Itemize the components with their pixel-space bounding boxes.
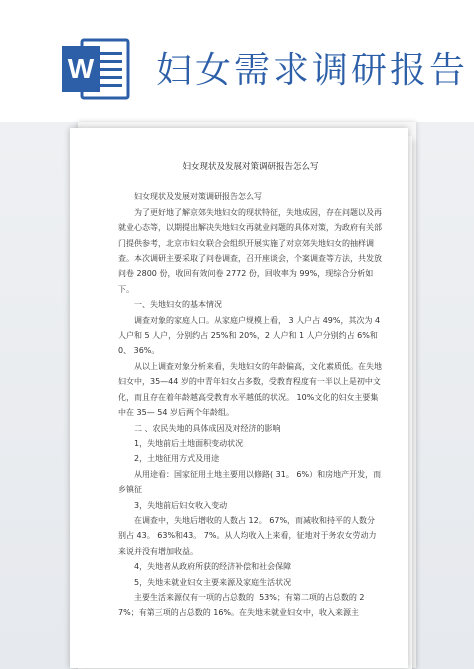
list-item: 3，失地前后妇女收入变动	[134, 500, 228, 510]
list-item: 5，失地未就业妇女主要来源及家庭生活状况	[134, 577, 292, 587]
paragraph: 从用途看：国家征用土地主要用以修路( 31。 6%）和房地产开发，而乡镇征	[118, 469, 382, 495]
paragraph: 在调查中，失地后增收的人数占 12。 67%，而减收和持平的人数分别占 43。 63%和43。 7%。从人均收入上来看，征地对于务农女劳动力来说并没有增加收益。	[118, 515, 377, 556]
paragraph: 主要生活来源仅有一项的占总数的 53%；有第二项的占总数的 27%；有第三项的占总数的 16%。在失地未就业妇女中，收入来源主	[118, 592, 365, 618]
list-item: 2，土地征用方式及用途	[134, 454, 220, 464]
word-document-icon	[60, 36, 132, 102]
header	[0, 0, 474, 122]
paragraph: 为了更好地了解京郊失地妇女的现状特征，失地成因，存在问题以及再就业心态等，以期提出解决失地妇女再就业问题的具体对策，为政府有关部门提供参考，北京市妇女联合会组织开展实施了对京郊失地妇女的抽样调查。本次调研主要采取了问卷调查，召开座谈会，个案调查等方法，共发放问卷 2800 份，收回有效问卷 2772 份，回收率为 99%，现综合分析如下。	[118, 207, 382, 294]
document-content	[118, 160, 383, 621]
list-item: 1，失地前后土地面积变动状况	[134, 438, 244, 448]
document-title: 妇女现状及发展对策调研报告怎么写	[182, 162, 319, 172]
page-title: 妇女需求调研报告	[156, 50, 469, 91]
section-heading: 二 、农民失地的具体成因及对经济的影响	[134, 423, 281, 433]
paragraph: 妇女现状及发展对策调研报告怎么写	[134, 192, 262, 202]
section-heading: 一、失地妇女的基本情况	[134, 300, 222, 310]
paragraph: 调查对象的家庭人口。从家庭户规模上看， 3 人户占 49%，其次为 4 人户和 5 人户，分别约占 25%和 20%，2 人户和 1 人户分别约占 6%和0、 36%。	[118, 315, 383, 356]
paragraph: 从以上调查对象分析来看，失地妇女的年龄偏高，文化素质低。在失地妇女中，35—44 岁的中青年妇女占多数，受教育程度有一半以上是初中文化，而且存在着年龄越高受教育水平越低的状况。 10%文化的妇女主要集中在 35— 54 岁后两个年龄组。	[118, 361, 382, 418]
word-icon-letter: W	[67, 53, 95, 84]
list-item: 4，失地者从政府所获的经济补偿和社会保障	[134, 562, 292, 572]
